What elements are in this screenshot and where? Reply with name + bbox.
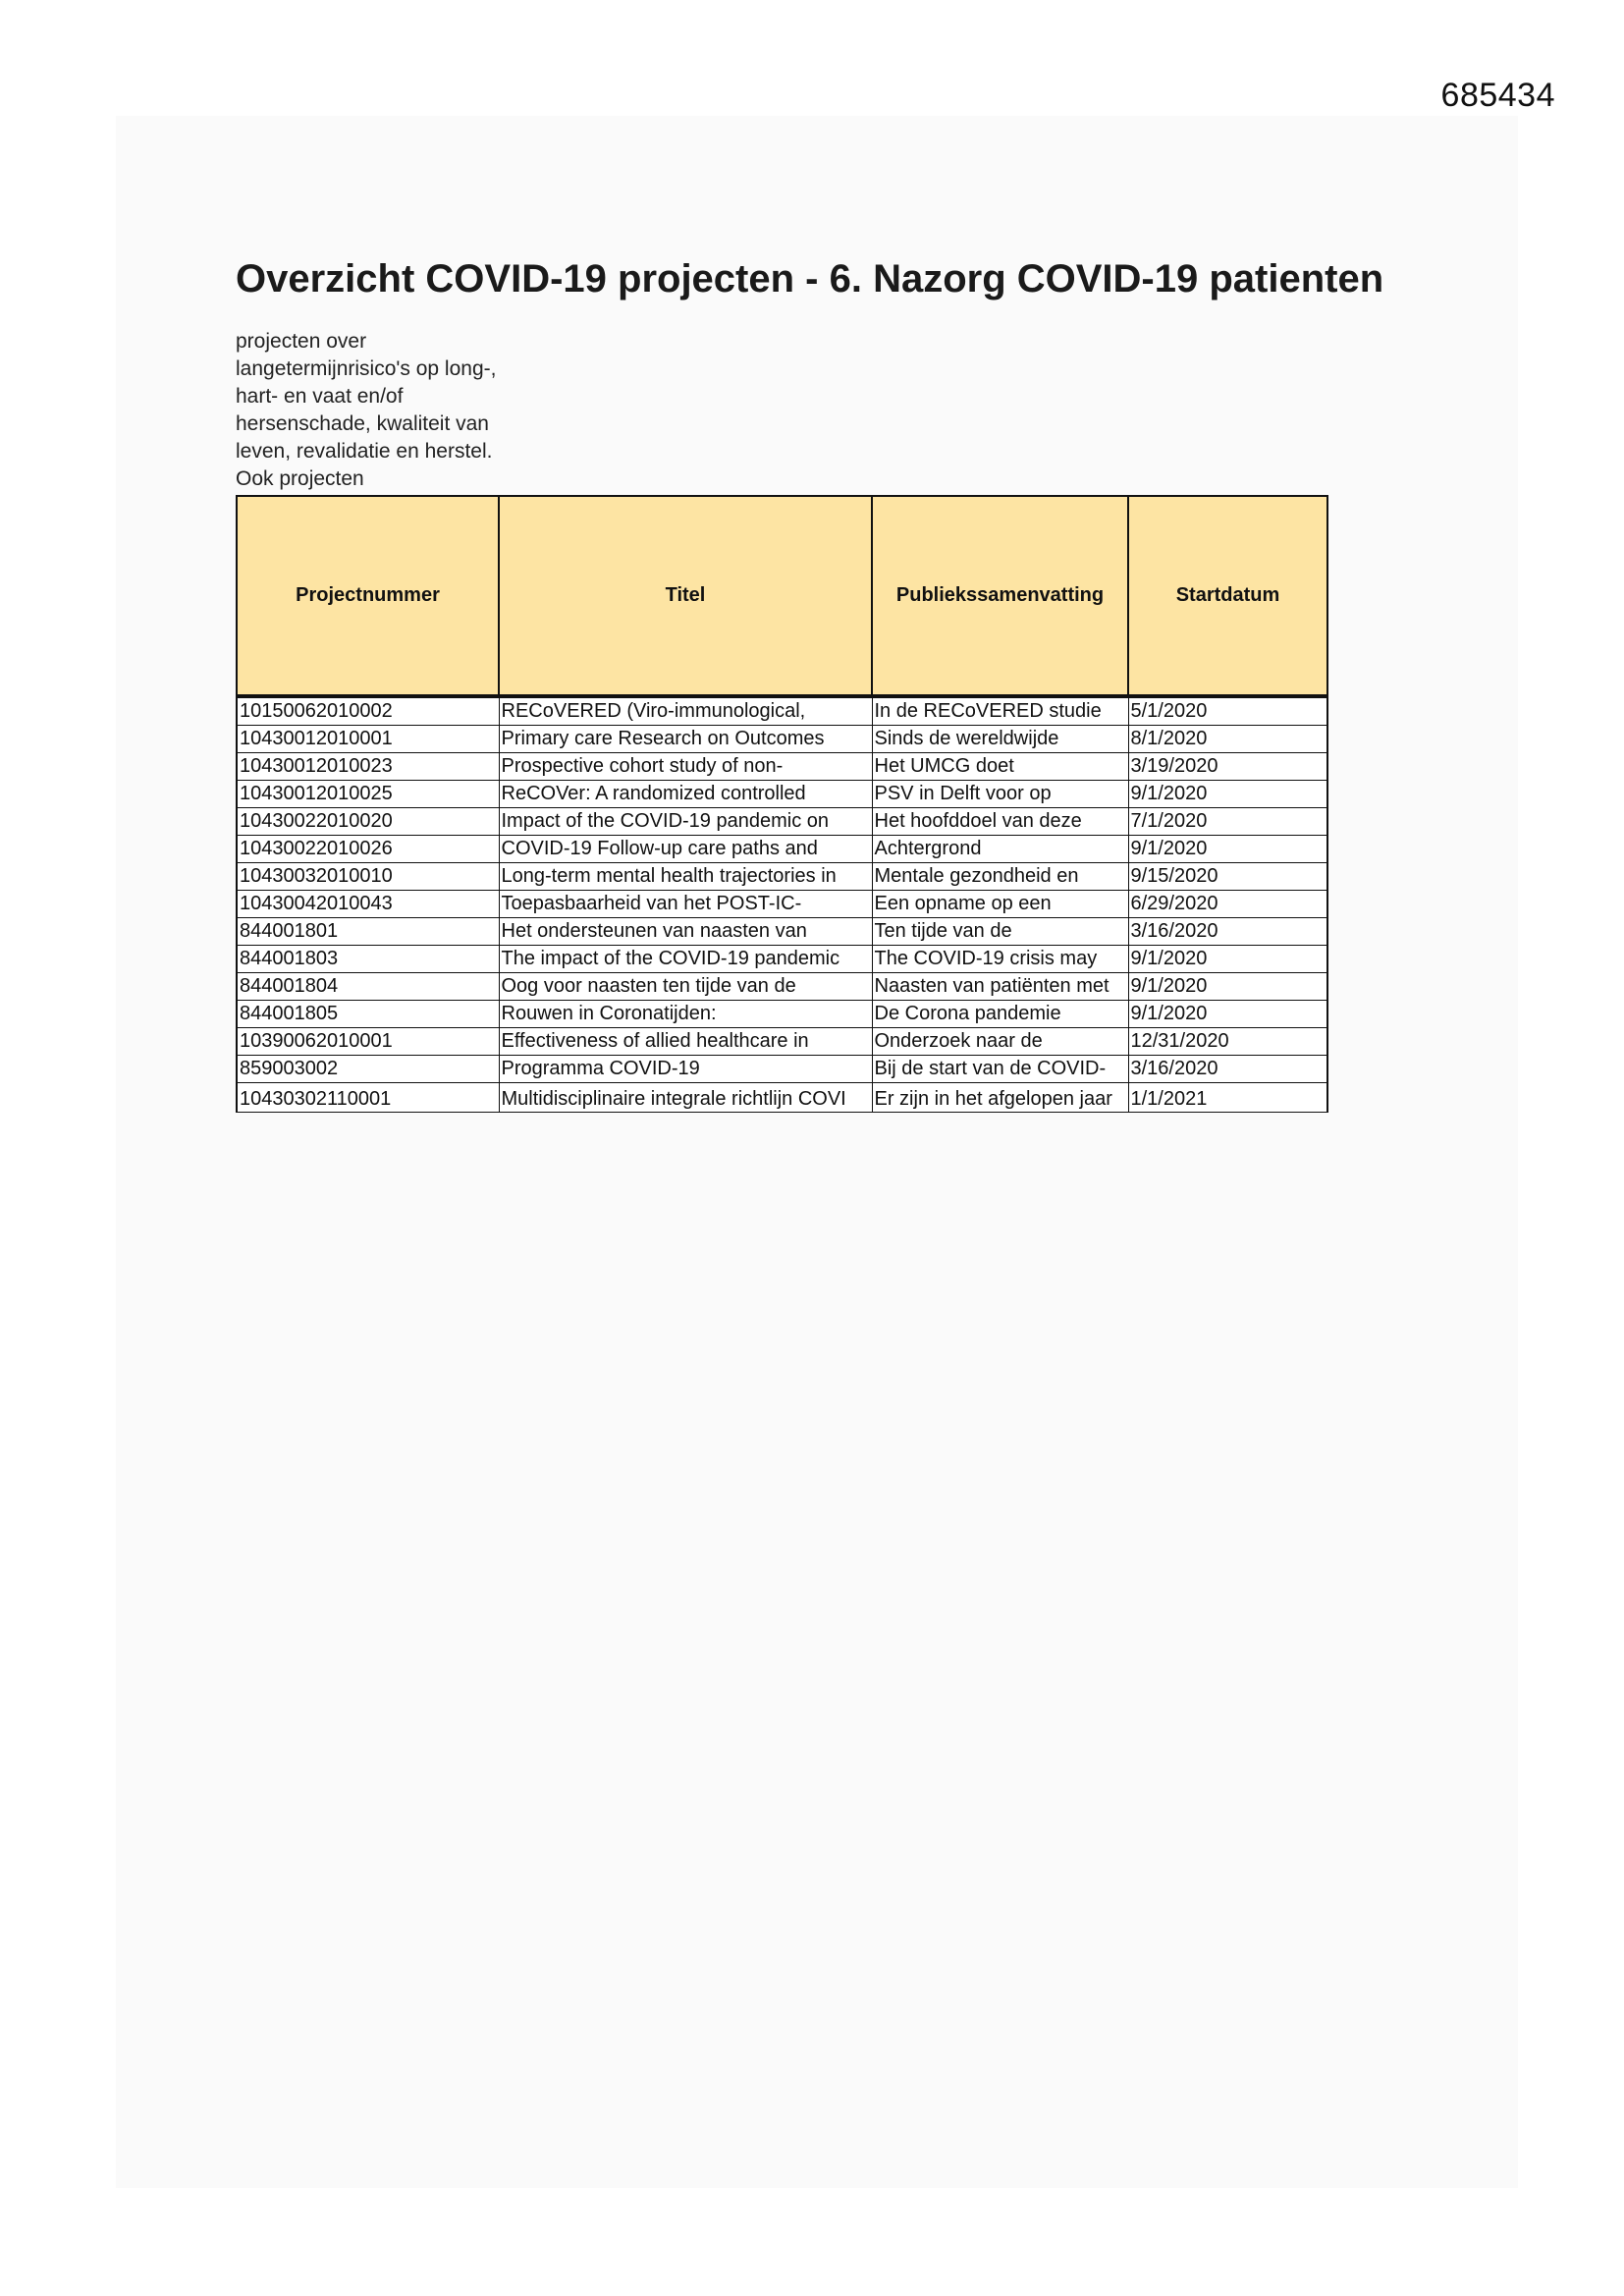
cell-projectnummer: 10430012010023 — [237, 753, 499, 781]
table-row — [237, 973, 1327, 1001]
cell-samenvatting: Bij de start van de COVID- — [872, 1056, 1128, 1083]
cell-startdatum: 9/1/2020 — [1128, 1001, 1327, 1028]
table-row — [237, 753, 1327, 781]
cell-startdatum: 9/15/2020 — [1128, 863, 1327, 891]
cell-titel: Primary care Research on Outcomes — [499, 726, 872, 753]
document-number: 685434 — [1440, 77, 1555, 114]
cell-samenvatting: Een opname op een — [872, 891, 1128, 918]
cell-samenvatting: Het UMCG doet — [872, 753, 1128, 781]
table-body — [237, 696, 1327, 1113]
table-row — [237, 696, 1327, 726]
cell-titel: Long-term mental health trajectories in — [499, 863, 872, 891]
table-row — [237, 1056, 1327, 1083]
table-row — [237, 836, 1327, 863]
cell-startdatum: 3/16/2020 — [1128, 918, 1327, 946]
cell-titel: Programma COVID-19 — [499, 1056, 872, 1083]
table-row — [237, 863, 1327, 891]
cell-projectnummer: 859003002 — [237, 1056, 499, 1083]
cell-titel: Het ondersteunen van naasten van — [499, 918, 872, 946]
cell-projectnummer: 10150062010002 — [237, 696, 499, 726]
cell-titel: COVID-19 Follow-up care paths and — [499, 836, 872, 863]
cell-projectnummer: 10430022010020 — [237, 808, 499, 836]
cell-startdatum: 8/1/2020 — [1128, 726, 1327, 753]
table-row — [237, 781, 1327, 808]
table-row — [237, 726, 1327, 753]
cell-projectnummer: 10430032010010 — [237, 863, 499, 891]
table-row — [237, 808, 1327, 836]
cell-samenvatting: Ten tijde van de — [872, 918, 1128, 946]
projects-table — [236, 495, 1328, 1113]
cell-startdatum: 12/31/2020 — [1128, 1028, 1327, 1056]
cell-startdatum: 6/29/2020 — [1128, 891, 1327, 918]
cell-samenvatting: Sinds de wereldwijde — [872, 726, 1128, 753]
cell-startdatum: 9/1/2020 — [1128, 836, 1327, 863]
cell-titel: Multidisciplinaire integrale richtlijn COVI — [499, 1083, 872, 1113]
header-projectnummer: Projectnummer — [237, 496, 499, 696]
cell-titel: Oog voor naasten ten tijde van de — [499, 973, 872, 1001]
page-title: Overzicht COVID-19 projecten - 6. Nazorg COVID-19 patienten — [236, 257, 1384, 301]
cell-startdatum: 5/1/2020 — [1128, 696, 1327, 726]
table-row — [237, 1083, 1327, 1113]
table-row — [237, 918, 1327, 946]
cell-samenvatting: Achtergrond — [872, 836, 1128, 863]
cell-samenvatting: Mentale gezondheid en — [872, 863, 1128, 891]
cell-samenvatting: Het hoofddoel van deze — [872, 808, 1128, 836]
cell-titel: Effectiveness of allied healthcare in — [499, 1028, 872, 1056]
cell-projectnummer: 844001803 — [237, 946, 499, 973]
header-startdatum: Startdatum — [1128, 496, 1327, 696]
cell-startdatum: 7/1/2020 — [1128, 808, 1327, 836]
cell-projectnummer: 10430302110001 — [237, 1083, 499, 1113]
cell-samenvatting: The COVID-19 crisis may — [872, 946, 1128, 973]
cell-projectnummer: 10430012010025 — [237, 781, 499, 808]
cell-samenvatting: De Corona pandemie — [872, 1001, 1128, 1028]
cell-samenvatting: In de RECoVERED studie — [872, 696, 1128, 726]
cell-projectnummer: 10430022010026 — [237, 836, 499, 863]
cell-startdatum: 9/1/2020 — [1128, 781, 1327, 808]
cell-startdatum: 3/19/2020 — [1128, 753, 1327, 781]
table-row — [237, 1028, 1327, 1056]
header-titel: Titel — [499, 496, 872, 696]
cell-startdatum: 9/1/2020 — [1128, 946, 1327, 973]
cell-startdatum: 3/16/2020 — [1128, 1056, 1327, 1083]
table-row — [237, 946, 1327, 973]
cell-titel: The impact of the COVID-19 pandemic — [499, 946, 872, 973]
table-row — [237, 1001, 1327, 1028]
cell-samenvatting: Naasten van patiënten met — [872, 973, 1128, 1001]
cell-projectnummer: 844001804 — [237, 973, 499, 1001]
header-publiekssamenvatting: Publiekssamenvatting — [872, 496, 1128, 696]
cell-titel: Toepasbaarheid van het POST-IC- — [499, 891, 872, 918]
cell-titel: RECoVERED (Viro-immunological, — [499, 696, 872, 726]
cell-projectnummer: 10430012010001 — [237, 726, 499, 753]
cell-samenvatting: Onderzoek naar de — [872, 1028, 1128, 1056]
description-text: projecten over langetermijnrisico's op long-, hart- en vaat en/of hersenschade, kwaliteit van leven, revalidatie en herstel. Ook projecten — [236, 330, 497, 490]
cell-titel: Impact of the COVID-19 pandemic on — [499, 808, 872, 836]
cell-samenvatting: PSV in Delft voor op — [872, 781, 1128, 808]
cell-samenvatting: Er zijn in het afgelopen jaar — [872, 1083, 1128, 1113]
cell-titel: Rouwen in Coronatijden: — [499, 1001, 872, 1028]
cell-titel: Prospective cohort study of non- — [499, 753, 872, 781]
cell-projectnummer: 10390062010001 — [237, 1028, 499, 1056]
table-row — [237, 891, 1327, 918]
cell-startdatum: 1/1/2021 — [1128, 1083, 1327, 1113]
cell-projectnummer: 844001805 — [237, 1001, 499, 1028]
table-header-row — [237, 496, 1327, 696]
cell-projectnummer: 844001801 — [237, 918, 499, 946]
cell-projectnummer: 10430042010043 — [237, 891, 499, 918]
cell-titel: ReCOVer: A randomized controlled — [499, 781, 872, 808]
cell-startdatum: 9/1/2020 — [1128, 973, 1327, 1001]
